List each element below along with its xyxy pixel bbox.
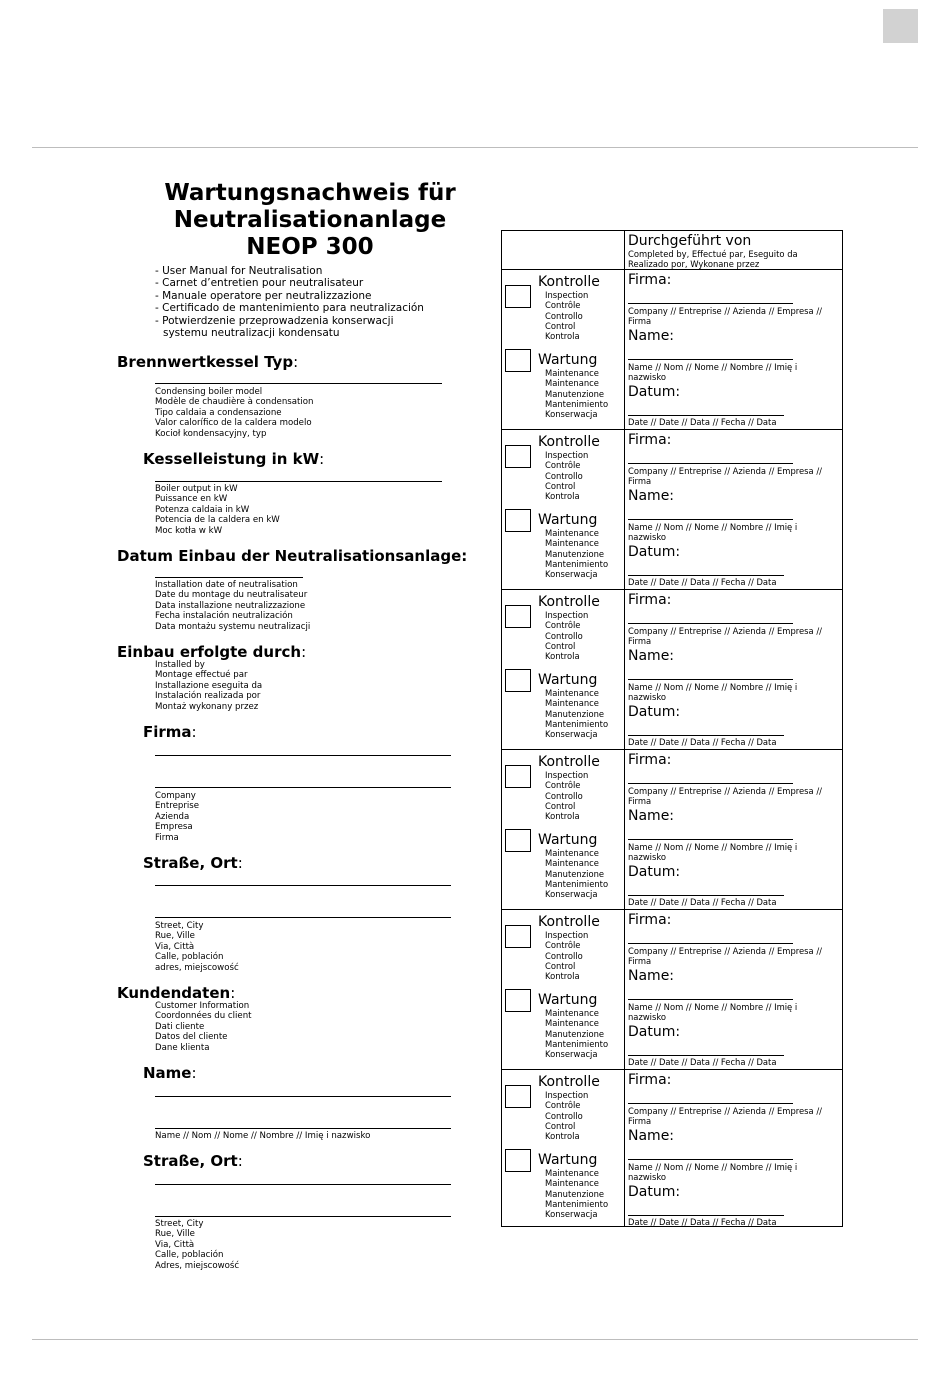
translation-line: Name // Nom // Nome // Nombre // Imię i [628, 522, 798, 532]
firma-field-label: Firma: [628, 752, 672, 768]
install-date-field[interactable] [155, 577, 303, 578]
translation-line: Controllo [545, 310, 583, 321]
customer-street-field-2[interactable] [155, 1216, 451, 1217]
translation-line: Maintenance [545, 1168, 599, 1178]
colon: : [301, 643, 307, 661]
translation-line: Potencia de la caldera en kW [155, 515, 280, 526]
street-field-2[interactable] [155, 917, 451, 918]
translation-line: Calle, población [155, 952, 224, 963]
translation-line: Konserwacja [545, 889, 598, 900]
translation-line: Kontrola [545, 1131, 580, 1142]
colon: : [319, 450, 325, 468]
firma-field-translations [628, 786, 840, 807]
wartung-translations [545, 368, 608, 419]
name-field-translations [628, 842, 840, 863]
street-label: Straße, Ort [143, 1152, 238, 1170]
translation-line: Entreprise [155, 801, 200, 812]
kontrolle-label: Kontrolle [538, 914, 600, 930]
wartung-label: Wartung [538, 1152, 598, 1168]
boiler-output-heading [143, 450, 324, 468]
translation-line: Montaż wykonany przez [155, 701, 259, 712]
translation-line: Kocioł kondensacyjny, typ [155, 428, 267, 439]
wartung-label: Wartung [538, 832, 598, 848]
translation-line: Firma [628, 1116, 652, 1127]
translation-line: Azienda [155, 811, 190, 822]
kontrolle-translations [545, 290, 588, 341]
translation-line: Controllo [545, 790, 583, 801]
translation-line: Control [545, 640, 576, 651]
translation-line: Firma [155, 832, 179, 843]
translation-line: Puissance en kW [155, 494, 228, 505]
datum-field-label: Datum: [628, 704, 681, 720]
datum-field-translations [628, 417, 840, 427]
firma-field-label: Firma: [628, 432, 672, 448]
customer-translations [155, 1001, 252, 1053]
name-field-label: Name: [628, 968, 675, 984]
translation-line: nazwisko [628, 692, 667, 703]
kontrolle-label: Kontrolle [538, 1074, 600, 1090]
wartung-checkbox[interactable] [505, 509, 531, 532]
translation-line: Maintenance [545, 538, 599, 549]
datum-field-label: Datum: [628, 864, 681, 880]
name-field-label: Name: [628, 1128, 675, 1144]
translation-line: Date // Date // Data // Fecha // Data [628, 897, 777, 907]
translation-line: Maintenance [545, 1008, 599, 1018]
subtitle-item: - Potwierdzenie przeprowadzenia konserwacji [155, 314, 394, 327]
translation-line: Firma [628, 316, 652, 327]
translation-line: Fecha instalación neutralización [155, 611, 293, 622]
translation-line: Montage effectué par [155, 670, 248, 681]
firma-field-label: Firma: [628, 272, 672, 288]
subtitle-item: - Manuale operatore per neutralizzazione [155, 289, 372, 302]
translation-line: Customer Information [155, 1001, 250, 1011]
datum-field-translations [628, 577, 840, 587]
translation-line: Konserwacja [545, 409, 598, 420]
translation-line: Maintenance [545, 1178, 599, 1189]
translation-line: Mantenimiento [545, 878, 609, 889]
translation-line: Konserwacja [545, 1209, 598, 1220]
translation-line: Moc kotła w kW [155, 525, 223, 536]
colon: : [237, 1152, 243, 1170]
firma-field-translations [628, 626, 840, 647]
translation-line: nazwisko [628, 1172, 667, 1183]
datum-field-translations [628, 1217, 840, 1227]
title-line-2: Neutralisationanlage [173, 207, 447, 233]
firma-field-translations [628, 946, 840, 967]
colon: : [191, 1064, 197, 1082]
table-header-title: Durchgeführt von [628, 233, 752, 249]
wartung-checkbox[interactable] [505, 349, 531, 372]
firma-label: Firma [143, 723, 192, 741]
name-input-line[interactable] [628, 839, 793, 840]
translation-line: Contrôle [545, 460, 581, 471]
kontrolle-checkbox[interactable] [505, 285, 531, 308]
translation-line: Potenza caldaia in kW [155, 504, 250, 515]
translation-line: Installed by [155, 660, 205, 670]
translation-line: Calle, población [155, 1250, 224, 1261]
translation-line: Date // Date // Data // Fecha // Data [628, 417, 777, 427]
translation-line: Data installazione neutralizzazione [155, 600, 306, 611]
translation-line: Mantenimiento [545, 718, 609, 729]
table-row [502, 270, 842, 430]
translation-line: Rue, Ville [155, 1229, 195, 1240]
translation-line: Control [545, 320, 576, 331]
translation-line: Maintenance [545, 688, 599, 698]
name-label: Name [143, 1064, 192, 1082]
colon: : [230, 984, 236, 1002]
translation-line: Mantenimiento [545, 1038, 609, 1049]
translation-line: Kontrola [545, 811, 580, 822]
translation-line: Installazione eseguita da [155, 680, 263, 691]
datum-input-line[interactable] [628, 415, 784, 416]
firma-field-translations [628, 306, 840, 327]
translation-line: Kontrola [545, 971, 580, 982]
kontrolle-checkbox[interactable] [505, 1085, 531, 1108]
translation-line: Dati cliente [155, 1021, 205, 1032]
firma-field-1[interactable] [155, 755, 451, 756]
name-field-translations [628, 1002, 840, 1023]
page-title [150, 180, 470, 261]
translation-line: Kontrola [545, 331, 580, 342]
firma-input-line[interactable] [628, 623, 793, 624]
boiler-type-label: Brennwertkessel Typ [117, 353, 294, 371]
wartung-label: Wartung [538, 512, 598, 528]
wartung-checkbox[interactable] [505, 1149, 531, 1172]
translation-line: Data montażu systemu neutralizacji [155, 621, 311, 632]
kontrolle-translations [545, 450, 588, 501]
datum-field-translations [628, 1057, 840, 1067]
translation-line: Rue, Ville [155, 931, 195, 942]
translation-line: Name // Nom // Nome // Nombre // Imię i [628, 362, 798, 372]
translation-line: Control [545, 960, 576, 971]
translation-line: Company // Entreprise // Azienda // Empresa // [628, 626, 822, 636]
translation-line: Street, City [155, 1219, 204, 1229]
firma-field-label: Firma: [628, 592, 672, 608]
firma-heading [143, 723, 197, 741]
translation-line: Instalación realizada por [155, 691, 261, 702]
name-field-translations [628, 682, 840, 703]
translation-line: Date // Date // Data // Fecha // Data [628, 1057, 777, 1067]
subtitle-item: systemu neutralizacji kondensatu [163, 327, 340, 340]
name-input-line[interactable] [628, 679, 793, 680]
datum-input-line[interactable] [628, 575, 784, 576]
firma-input-line[interactable] [628, 463, 793, 464]
name-input-line[interactable] [628, 359, 793, 360]
translation-line: Via, Città [155, 1239, 195, 1250]
translation-line: Condensing boiler model [155, 387, 263, 397]
translation-line: Contrôle [545, 1100, 581, 1111]
customer-label: Kundendaten [117, 984, 231, 1002]
translation-line: Manutenzione [545, 868, 605, 879]
datum-field-translations [628, 737, 840, 747]
wartung-checkbox[interactable] [505, 989, 531, 1012]
boiler-type-field[interactable] [155, 383, 442, 384]
colon: : [191, 723, 197, 741]
name-field-translations [628, 1162, 840, 1183]
translation-line: Firma [628, 636, 652, 647]
translation-line: Tipo caldaia a condensazione [155, 407, 282, 418]
table-row [502, 590, 842, 750]
translation-line: Control [545, 800, 576, 811]
boiler-type-translations [155, 387, 314, 439]
datum-field-label: Datum: [628, 1184, 681, 1200]
install-date-translations [155, 580, 310, 632]
translation-line: Firma [628, 476, 652, 487]
translation-line: nazwisko [628, 532, 667, 543]
translation-line: nazwisko [628, 372, 667, 383]
translation-line: Company // Entreprise // Azienda // Empresa // [628, 306, 822, 316]
translation-line: Inspection [545, 450, 589, 460]
translation-line: Company // Entreprise // Azienda // Empresa // [628, 946, 822, 956]
customer-heading [117, 984, 235, 1002]
wartung-translations [545, 848, 608, 899]
translation-line: Konserwacja [545, 569, 598, 580]
translation-line: Date // Date // Data // Fecha // Data [628, 1217, 777, 1227]
translation-line: Maintenance [545, 368, 599, 378]
firma-input-line[interactable] [628, 303, 793, 304]
translation-line: Date du montage du neutralisateur [155, 590, 308, 601]
translation-line: Controllo [545, 630, 583, 641]
datum-field-label: Datum: [628, 1024, 681, 1040]
wartung-label: Wartung [538, 992, 598, 1008]
name-input-line[interactable] [628, 519, 793, 520]
translation-line: Maintenance [545, 1018, 599, 1029]
translation-line: Via, Città [155, 941, 195, 952]
name-input-line[interactable] [628, 1159, 793, 1160]
maintenance-log-table [501, 230, 843, 1227]
wartung-translations [545, 688, 608, 739]
datum-input-line[interactable] [628, 895, 784, 896]
kontrolle-checkbox[interactable] [505, 605, 531, 628]
installed-by-translations [155, 660, 262, 712]
translation-line: Company // Entreprise // Azienda // Empresa // [628, 1106, 822, 1116]
customer-street-heading [143, 1152, 243, 1170]
translation-line: Inspection [545, 290, 589, 300]
translation-line: Datos del cliente [155, 1032, 228, 1043]
footer-rule [32, 1339, 918, 1340]
wartung-checkbox[interactable] [505, 829, 531, 852]
translation-line: Installation date of neutralisation [155, 580, 298, 590]
boiler-output-field[interactable] [155, 481, 442, 482]
subtitle-item: - Certificado de mantenimiento para neutralización [155, 302, 424, 315]
customer-street-translations [155, 1219, 239, 1271]
table-row [502, 910, 842, 1070]
street-label: Straße, Ort [143, 854, 238, 872]
kontrolle-translations [545, 930, 588, 981]
wartung-translations [545, 528, 608, 579]
translation-line: Name // Nom // Nome // Nombre // Imię i [628, 1002, 798, 1012]
colon: : [237, 854, 243, 872]
table-row [502, 750, 842, 910]
corner-marker [883, 9, 918, 43]
kontrolle-translations [545, 770, 588, 821]
datum-input-line[interactable] [628, 1055, 784, 1056]
name-heading [143, 1064, 197, 1082]
translation-line: Dane klienta [155, 1042, 210, 1053]
kontrolle-label: Kontrolle [538, 754, 600, 770]
translation-line: Date // Date // Data // Fecha // Data [628, 737, 777, 747]
translation-line: Name // Nom // Nome // Nombre // Imię i [628, 1162, 798, 1172]
table-row [502, 1070, 842, 1230]
kontrolle-label: Kontrolle [538, 434, 600, 450]
translation-line: Inspection [545, 610, 589, 620]
firma-field-translations [628, 466, 840, 487]
translation-line: Mantenimiento [545, 398, 609, 409]
firma-field-label: Firma: [628, 1072, 672, 1088]
table-row [502, 430, 842, 590]
translation-line: Boiler output in kW [155, 484, 238, 494]
boiler-output-translations [155, 484, 280, 536]
name-field-translations [628, 522, 840, 543]
firma-field-2[interactable] [155, 787, 451, 788]
datum-input-line[interactable] [628, 735, 784, 736]
street-translations [155, 921, 239, 973]
table-header-subtitle [628, 250, 840, 269]
kontrolle-checkbox[interactable] [505, 925, 531, 948]
translation-line: Firma [628, 796, 652, 807]
name-field-2[interactable] [155, 1128, 451, 1129]
firma-input-line[interactable] [628, 1103, 793, 1104]
install-date-heading: Datum Einbau der Neutralisationsanlage: [117, 547, 468, 565]
wartung-checkbox[interactable] [505, 669, 531, 692]
title-line-3: NEOP 300 [246, 234, 374, 260]
table-header [502, 231, 842, 270]
translation-line: Contrôle [545, 300, 581, 311]
translation-line: Name // Nom // Nome // Nombre // Imię i [628, 682, 798, 692]
header-sub-line: Completed by, Effectué par, Eseguito da [628, 249, 798, 259]
title-line-1: Wartungsnachweis für [164, 180, 456, 206]
translation-line: Empresa [155, 822, 193, 833]
customer-street-field-1[interactable] [155, 1184, 451, 1185]
colon: : [293, 353, 299, 371]
subtitle-item: - User Manual for Neutralisation [155, 265, 323, 277]
translation-line: Inspection [545, 1090, 589, 1100]
translation-line: Inspection [545, 930, 589, 940]
header-sub-line: Realizado por, Wykonane przez [628, 258, 760, 269]
translation-line: Control [545, 1120, 576, 1131]
street-heading [143, 854, 243, 872]
translation-line: Maintenance [545, 848, 599, 858]
translation-line: Konserwacja [545, 729, 598, 740]
translation-line: Control [545, 480, 576, 491]
translation-line: Company // Entreprise // Azienda // Empresa // [628, 466, 822, 476]
translation-line: Valor calorífico de la caldera modelo [155, 418, 312, 429]
kontrolle-translations [545, 1090, 588, 1141]
translation-line: Contrôle [545, 780, 581, 791]
translation-line: Maintenance [545, 698, 599, 709]
name-field-label: Name: [628, 808, 675, 824]
translation-line: nazwisko [628, 852, 667, 863]
kontrolle-label: Kontrolle [538, 274, 600, 290]
translation-line: Contrôle [545, 620, 581, 631]
name-field-label: Name: [628, 648, 675, 664]
subtitle-item: - Carnet d’entretien pour neutralisateur [155, 277, 364, 290]
boiler-type-heading [117, 353, 298, 371]
translation-line: Kontrola [545, 651, 580, 662]
wartung-translations [545, 1168, 608, 1219]
translation-line: Maintenance [545, 528, 599, 538]
datum-input-line[interactable] [628, 1215, 784, 1216]
translation-line: Konserwacja [545, 1049, 598, 1060]
translation-line: Maintenance [545, 378, 599, 389]
translation-line: Name // Nom // Nome // Nombre // Imię i [628, 842, 798, 852]
translation-line: Controllo [545, 950, 583, 961]
translation-line: Date // Date // Data // Fecha // Data [628, 577, 777, 587]
name-field-label: Name: [628, 488, 675, 504]
datum-field-label: Datum: [628, 384, 681, 400]
kontrolle-checkbox[interactable] [505, 445, 531, 468]
name-field-label: Name: [628, 328, 675, 344]
translation-line: Mantenimiento [545, 1198, 609, 1209]
translation-line: Manutenzione [545, 1188, 605, 1199]
translation-line: Manutenzione [545, 1028, 605, 1039]
name-field-translations [628, 362, 840, 383]
translation-line: Modèle de chaudière à condensation [155, 397, 314, 408]
translation-line: Manutenzione [545, 388, 605, 399]
translation-line: Company // Entreprise // Azienda // Empresa // [628, 786, 822, 796]
translation-line: Contrôle [545, 940, 581, 951]
firma-input-line[interactable] [628, 783, 793, 784]
translation-line: Manutenzione [545, 708, 605, 719]
name-translation [155, 1131, 370, 1141]
datum-field-label: Datum: [628, 544, 681, 560]
kontrolle-checkbox[interactable] [505, 765, 531, 788]
translation-line: Street, City [155, 921, 204, 931]
translation-line: Manutenzione [545, 548, 605, 559]
translation-line: Controllo [545, 1110, 583, 1121]
name-input-line[interactable] [628, 999, 793, 1000]
translation-line: Controllo [545, 470, 583, 481]
translation-line: nazwisko [628, 1012, 667, 1023]
translation-line: Name // Nom // Nome // Nombre // Imię i nazwisko [155, 1131, 371, 1141]
translation-line: Company [155, 791, 196, 801]
boiler-output-label: Kesselleistung in kW [143, 450, 320, 468]
firma-translations [155, 791, 199, 843]
name-field-1[interactable] [155, 1096, 451, 1097]
street-field-1[interactable] [155, 885, 451, 886]
datum-field-translations [628, 897, 840, 907]
kontrolle-label: Kontrolle [538, 594, 600, 610]
translation-line: Adres, miejscowość [155, 1260, 240, 1271]
translation-line: Inspection [545, 770, 589, 780]
firma-field-translations [628, 1106, 840, 1127]
translation-line: Maintenance [545, 858, 599, 869]
installed-by-heading [117, 643, 306, 661]
wartung-label: Wartung [538, 672, 598, 688]
translation-line: Coordonnées du client [155, 1011, 252, 1022]
firma-field-label: Firma: [628, 912, 672, 928]
subtitle-list [155, 265, 424, 339]
translation-line: adres, miejscowość [155, 962, 239, 973]
translation-line: Kontrola [545, 491, 580, 502]
wartung-translations [545, 1008, 608, 1059]
installed-by-label: Einbau erfolgte durch [117, 643, 302, 661]
translation-line: Firma [628, 956, 652, 967]
wartung-label: Wartung [538, 352, 598, 368]
translation-line: Mantenimiento [545, 558, 609, 569]
kontrolle-translations [545, 610, 588, 661]
firma-input-line[interactable] [628, 943, 793, 944]
